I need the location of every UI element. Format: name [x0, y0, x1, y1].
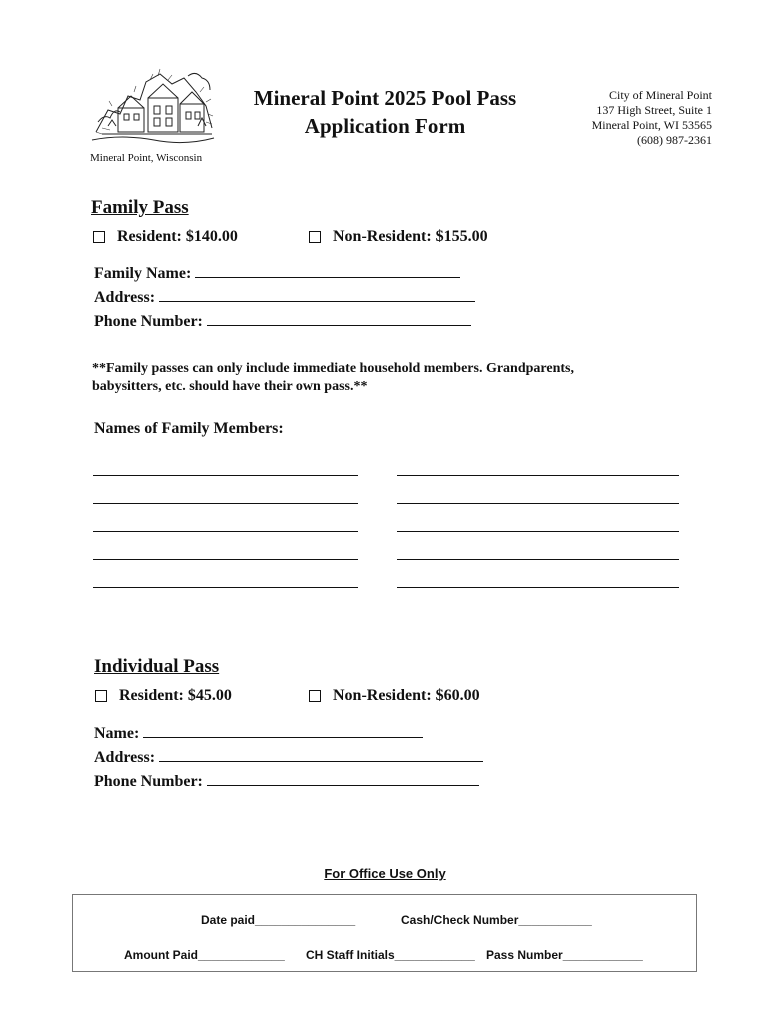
form-title [230, 84, 540, 140]
family-resident-label: Resident: $140.00 [117, 228, 238, 245]
note-line-2: babysitters, etc. should have their own pass.** [92, 379, 368, 394]
family-phone-label: Phone Number: [94, 313, 203, 330]
member-name-line[interactable] [397, 475, 679, 476]
individual-pass-heading: Individual Pass [94, 656, 220, 677]
family-address-label: Address: [94, 289, 156, 306]
family-name-field[interactable] [94, 265, 460, 283]
pass-number-field[interactable]: Pass Number____________ [486, 948, 643, 962]
member-name-line[interactable] [397, 559, 679, 560]
individual-resident-label: Resident: $45.00 [119, 687, 232, 704]
individual-name-label: Name: [94, 725, 140, 742]
family-resident-checkbox[interactable] [93, 231, 105, 243]
amount-paid-field[interactable]: Amount Paid_____________ [124, 948, 285, 962]
family-resident-option[interactable] [93, 228, 238, 246]
individual-name-blank[interactable] [143, 725, 423, 738]
staff-initials-field[interactable]: CH Staff Initials____________ [306, 948, 475, 962]
address-line: City of Mineral Point [609, 88, 712, 102]
individual-phone-label: Phone Number: [94, 773, 203, 790]
cash-check-number-field[interactable]: Cash/Check Number___________ [401, 913, 592, 927]
family-phone-blank[interactable] [207, 313, 471, 326]
form-title-line-1: Mineral Point 2025 Pool Pass [253, 86, 517, 110]
address-line: Mineral Point, WI 53565 [591, 118, 712, 132]
member-name-line[interactable] [93, 587, 358, 588]
family-phone-field[interactable] [94, 313, 471, 331]
individual-address-blank[interactable] [159, 749, 483, 762]
family-members-heading: Names of Family Members: [94, 420, 284, 437]
individual-nonresident-checkbox[interactable] [309, 690, 321, 702]
date-paid-field[interactable]: Date paid_______________ [201, 913, 356, 927]
individual-name-field[interactable] [94, 725, 423, 743]
note-line-1: **Family passes can only include immediate household members. Grandparents, [92, 361, 574, 376]
individual-resident-option[interactable] [95, 687, 232, 705]
address-line: 137 High Street, Suite 1 [596, 103, 712, 117]
individual-phone-field[interactable] [94, 773, 479, 791]
individual-nonresident-label: Non-Resident: $60.00 [333, 687, 480, 704]
family-pass-heading: Family Pass [91, 197, 189, 218]
family-address-field[interactable] [94, 289, 475, 307]
family-pass-note [92, 360, 692, 396]
family-name-blank[interactable] [195, 265, 460, 278]
individual-phone-blank[interactable] [207, 773, 479, 786]
member-name-line[interactable] [397, 587, 679, 588]
member-name-line[interactable] [93, 531, 358, 532]
family-nonresident-label: Non-Resident: $155.00 [333, 228, 488, 245]
family-name-label: Family Name: [94, 265, 192, 282]
city-address-block [592, 88, 712, 148]
address-line: (608) 987-2361 [637, 133, 712, 147]
office-use-label: For Office Use Only [324, 866, 446, 881]
member-name-line[interactable] [397, 531, 679, 532]
member-name-line[interactable] [93, 475, 358, 476]
individual-address-field[interactable] [94, 749, 483, 767]
individual-nonresident-option[interactable] [309, 687, 480, 705]
individual-address-label: Address: [94, 749, 156, 766]
family-nonresident-option[interactable] [309, 228, 488, 246]
member-name-line[interactable] [93, 559, 358, 560]
member-name-line[interactable] [93, 503, 358, 504]
logo-caption: Mineral Point, Wisconsin [90, 152, 203, 164]
member-name-line[interactable] [397, 503, 679, 504]
individual-resident-checkbox[interactable] [95, 690, 107, 702]
form-title-line-2: Application Form [304, 114, 466, 138]
mineral-point-building-illustration [88, 62, 220, 152]
family-nonresident-checkbox[interactable] [309, 231, 321, 243]
family-address-blank[interactable] [159, 289, 475, 302]
office-use-heading [0, 866, 770, 881]
